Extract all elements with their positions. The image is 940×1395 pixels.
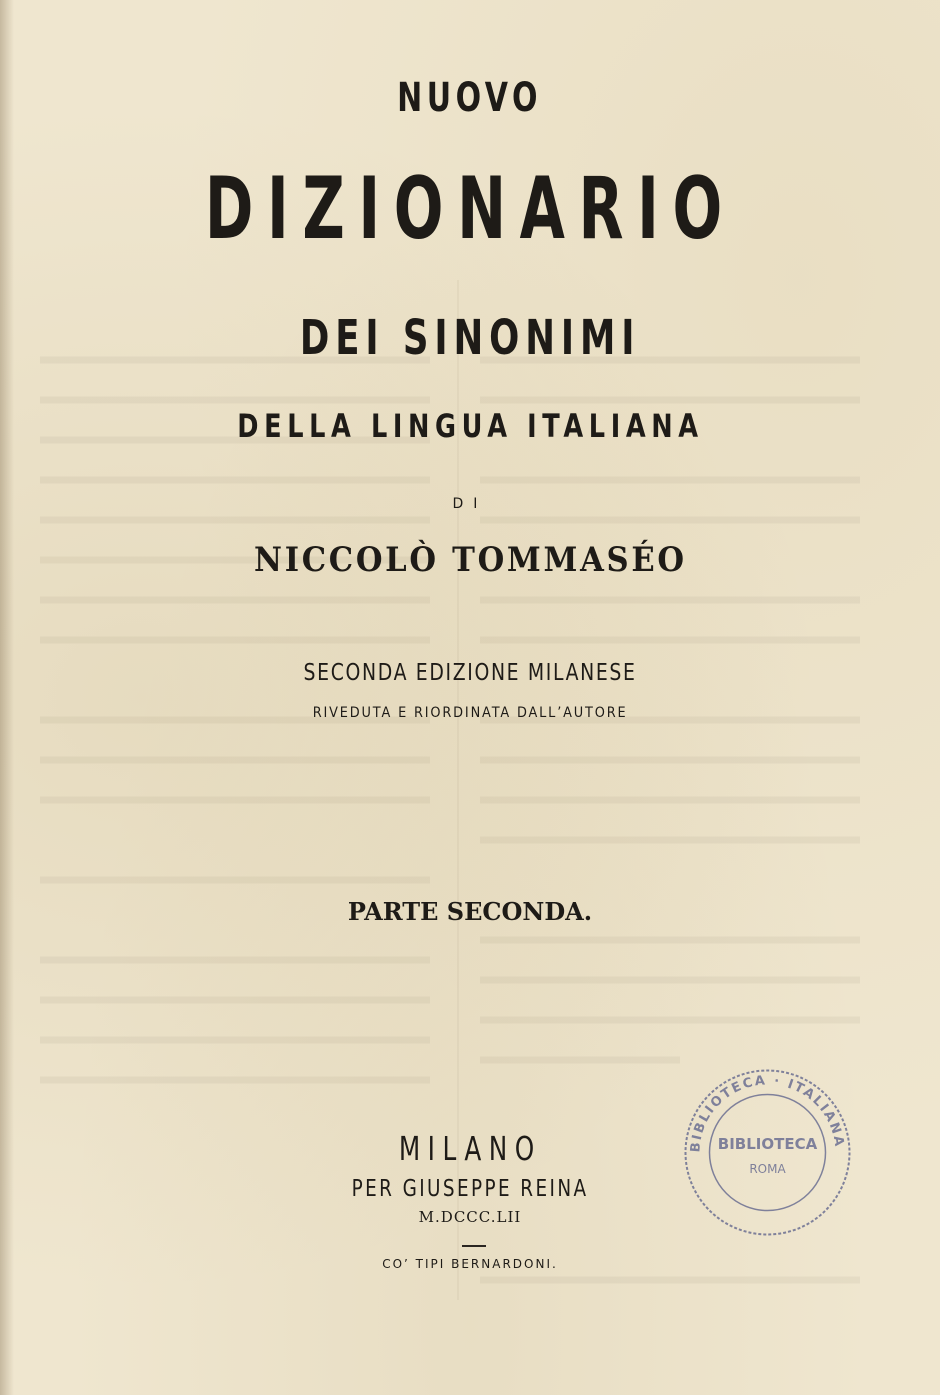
title-line-nuovo: NUOVO [397,75,543,121]
byline-di: DI [452,496,488,512]
title-line-lingua-italiana: DELLA LINGUA ITALIANA [236,407,704,445]
title-line-dizionario: DIZIONARIO [204,159,736,259]
title-line-sinonimi: DEI SINONIMI [299,310,641,366]
imprint-year: M.DCCC.LII [418,1208,522,1226]
imprint-printer: CO’ TIPI BERNARDONI. [382,1257,558,1271]
stamp-inner-text: BIBLIOTECA [717,1135,818,1153]
part-line: PARTE SECONDA. [347,897,593,926]
stamp-outer-text: BIBLIOTECA · ITALIANA [688,1073,847,1153]
revision-line: RIVEDUTA E RIORDINATA DALL’AUTORE [312,705,628,721]
imprint-publisher: PER GIUSEPPE REINA [351,1176,589,1202]
imprint-rule [462,1245,486,1247]
edition-line: SECONDA EDIZIONE MILANESE [303,660,637,686]
stamp-city: ROMA [749,1162,786,1176]
author-name: NICCOLÒ TOMMASÉO [253,540,687,580]
library-stamp [680,1065,855,1240]
imprint-city: MILANO [398,1129,542,1168]
